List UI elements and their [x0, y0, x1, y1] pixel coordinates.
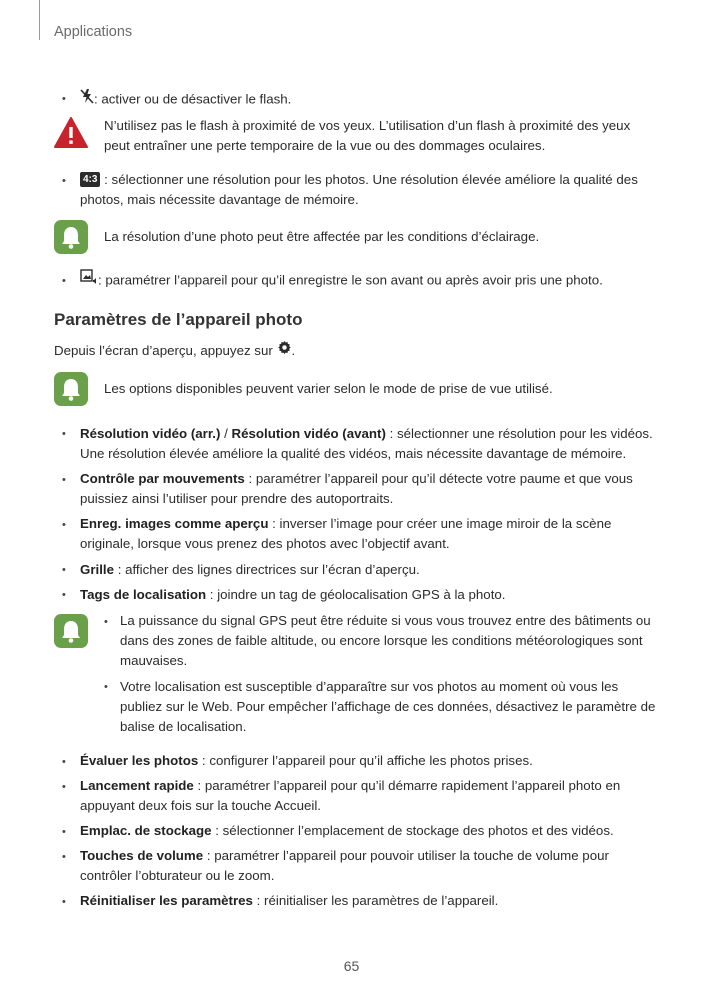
video-resolution-line-2: Une résolution élevée améliore la qualité des vidéos, mais nécessite davantage de mémoire. [80, 446, 627, 461]
motion-control-item: Contrôle par mouvements : paramétrer l’appareil pour qu’il détecte votre paume et que vous [80, 471, 633, 486]
bullet: • [62, 781, 66, 793]
quick-launch-item: Lancement rapide : paramétrer l’appareil pour qu’il démarre rapidement l’appareil photo en [80, 778, 621, 793]
gps-note-1-line-1: La puissance du signal GPS peut être réduite si vous vous trouvez entre des bâtiments ou [120, 613, 651, 628]
quick-launch-line-2: appuyant deux fois sur la touche Accueil. [80, 798, 321, 813]
settings-note: Les options disponibles peuvent varier selon le mode de prise de vue utilisé. [104, 381, 553, 396]
gps-note-2-line-1: Votre localisation est susceptible d’apparaître sur vos photos au moment où vous les [120, 679, 619, 694]
note-bell-icon [54, 614, 88, 648]
settings-intro: Depuis l’écran d’aperçu, appuyez sur . [54, 341, 295, 362]
video-resolution-item: Résolution vidéo (arr.) / Résolution vidéo (avant) : sélectionner une résolution pour les vidéos. [80, 426, 653, 441]
grid-item: Grille : afficher des lignes directrices sur l’écran d’aperçu. [80, 562, 420, 577]
bullet: • [62, 896, 66, 908]
gps-note-2-line-3: balise de localisation. [120, 719, 247, 734]
sound-shot-icon [80, 269, 98, 291]
warning-icon [54, 116, 88, 150]
ratio-item: 4:3 : sélectionner une résolution pour les photos. Une résolution élevée améliore la qualité des [80, 170, 638, 190]
volume-keys-line-2: contrôler l’obturateur ou le zoom. [80, 868, 275, 883]
settings-heading: Paramètres de l’appareil photo [54, 310, 303, 329]
gear-icon [277, 340, 292, 361]
flash-off-icon [80, 88, 94, 110]
note-bell-icon [54, 372, 88, 406]
bullet: • [62, 175, 66, 187]
bullet: • [62, 756, 66, 768]
section-label: Applications [54, 24, 133, 40]
bullet: • [62, 826, 66, 838]
location-tags-item: Tags de localisation : joindre un tag de géolocalisation GPS à la photo. [80, 587, 506, 602]
note-bell-icon [54, 220, 88, 254]
mirror-image-item: Enreg. images comme aperçu : inverser l’image pour créer une image miroir de la scène [80, 516, 612, 531]
sub-bullet: • [104, 616, 108, 628]
volume-keys-item: Touches de volume : paramétrer l’appareil pour pouvoir utiliser la touche de volume pour [80, 848, 609, 863]
aspect-ratio-icon: 4:3 [80, 172, 100, 187]
page-number: 65 [343, 958, 360, 974]
bullet: • [62, 851, 66, 863]
bullet: • [62, 589, 66, 601]
review-photos-item: Évaluer les photos : configurer l’appareil pour qu’il affiche les photos prises. [80, 753, 533, 768]
page-edge-line [39, 0, 40, 40]
gps-note-1-line-3: mauvaises. [120, 653, 188, 668]
bullet: • [62, 519, 66, 531]
reset-settings-item: Réinitialiser les paramètres : réinitialiser les paramètres de l’appareil. [80, 893, 499, 908]
bullet: • [62, 428, 66, 440]
flash-warning-line-1: N’utilisez pas le flash à proximité de vos yeux. L’utilisation d’un flash à proximité des yeux [104, 118, 631, 133]
bullet: • [62, 93, 66, 105]
bullet: • [62, 474, 66, 486]
ratio-note: La résolution d’une photo peut être affectée par les conditions d’éclairage. [104, 229, 540, 244]
storage-location-item: Emplac. de stockage : sélectionner l’emplacement de stockage des photos et des vidéos. [80, 823, 614, 838]
bullet: • [62, 564, 66, 576]
sound-item: : paramétrer l’appareil pour qu’il enregistre le son avant ou après avoir pris une photo. [80, 270, 603, 292]
bullet: • [62, 275, 66, 287]
motion-control-line-2: puissiez ainsi l’utiliser pour prendre des autoportraits. [80, 491, 394, 506]
mirror-image-line-2: originale, lorsque vous prenez des photos avec l’objectif avant. [80, 536, 450, 551]
flash-item: : activer ou de désactiver le flash. [80, 89, 291, 111]
ratio-item-line-2: photos, mais nécessite davantage de mémoire. [80, 192, 359, 207]
gps-note-1-line-2: dans des zones de faible altitude, ou encore lorsque les conditions météorologiques sont [120, 633, 643, 648]
sub-bullet: • [104, 681, 108, 693]
gps-note-2-line-2: publiez sur le Web. Pour empêcher l’affichage de ces données, désactivez le paramètre de [120, 699, 656, 714]
flash-warning-line-2: peut entraîner une perte temporaire de la vue ou des dommages oculaires. [104, 138, 546, 153]
